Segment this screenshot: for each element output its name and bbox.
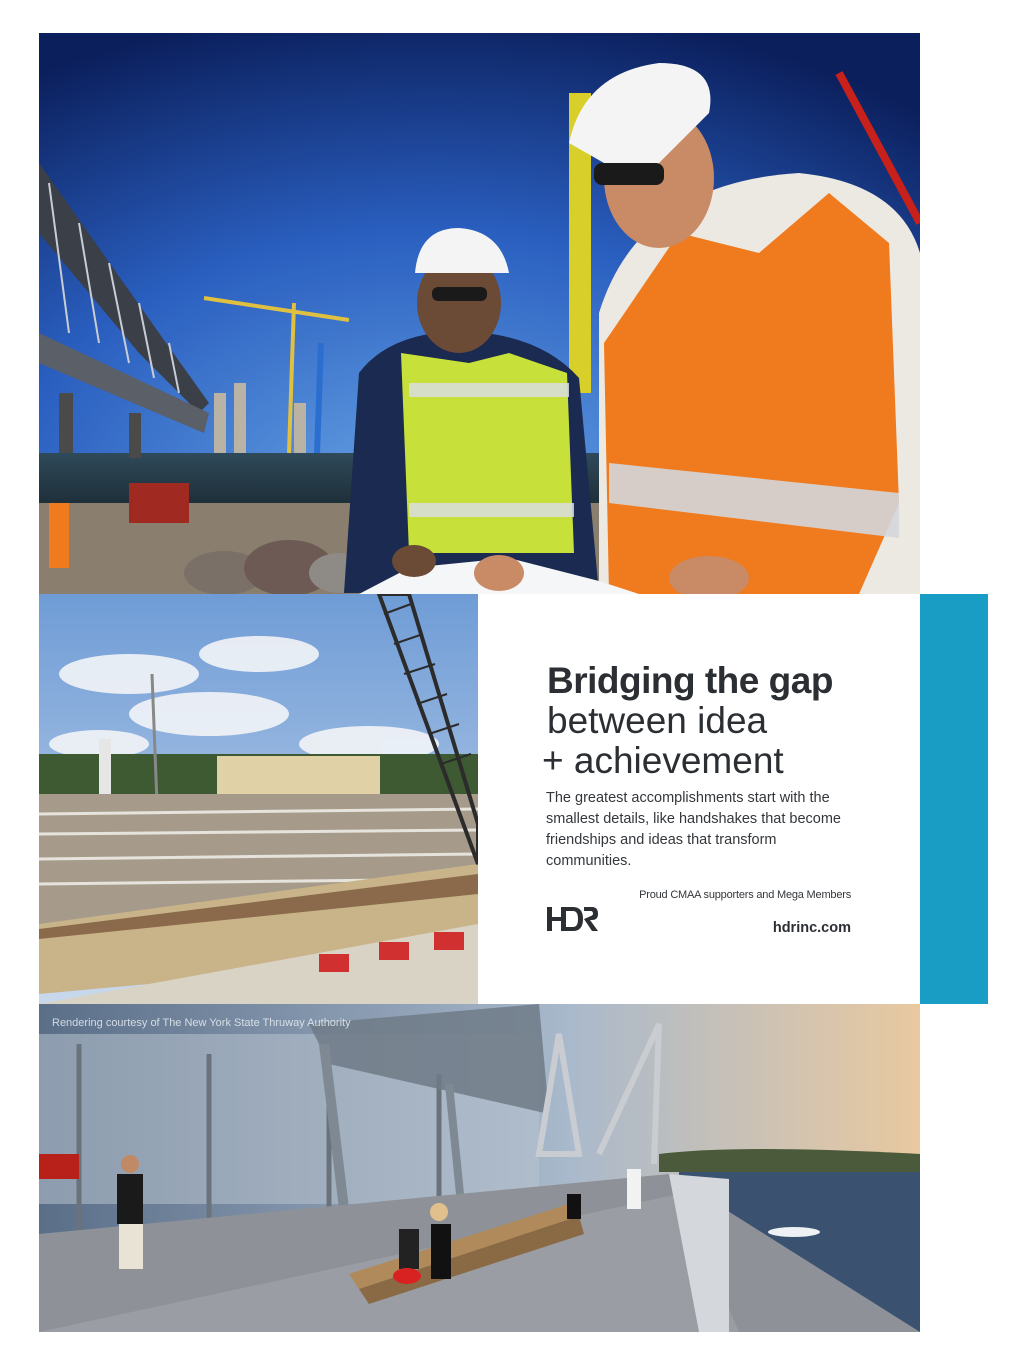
- headline-line-3: + achievement: [542, 740, 784, 781]
- headline-line-2: between idea: [547, 700, 768, 741]
- headline: Bridging the gap: [547, 660, 833, 701]
- construction-site-photo: [39, 594, 478, 1004]
- hero-photo-workers: [39, 33, 920, 594]
- body-copy: The greatest accomplishments start with the smallest details, like handshakes that become friendships and ideas that transform communities.: [546, 790, 841, 869]
- hdr-logo: [547, 905, 599, 933]
- website-link[interactable]: hdrinc.com: [772, 920, 851, 936]
- bridge-rendering-photo: [39, 1004, 920, 1332]
- supporters-note: Proud CMAA supporters and Mega Members: [639, 889, 851, 901]
- teal-accent-bar: [920, 594, 988, 1004]
- rendering-credit: Rendering courtesy of The New York State Thruway Authority: [52, 1017, 351, 1029]
- ad-copy-panel: [478, 594, 920, 1004]
